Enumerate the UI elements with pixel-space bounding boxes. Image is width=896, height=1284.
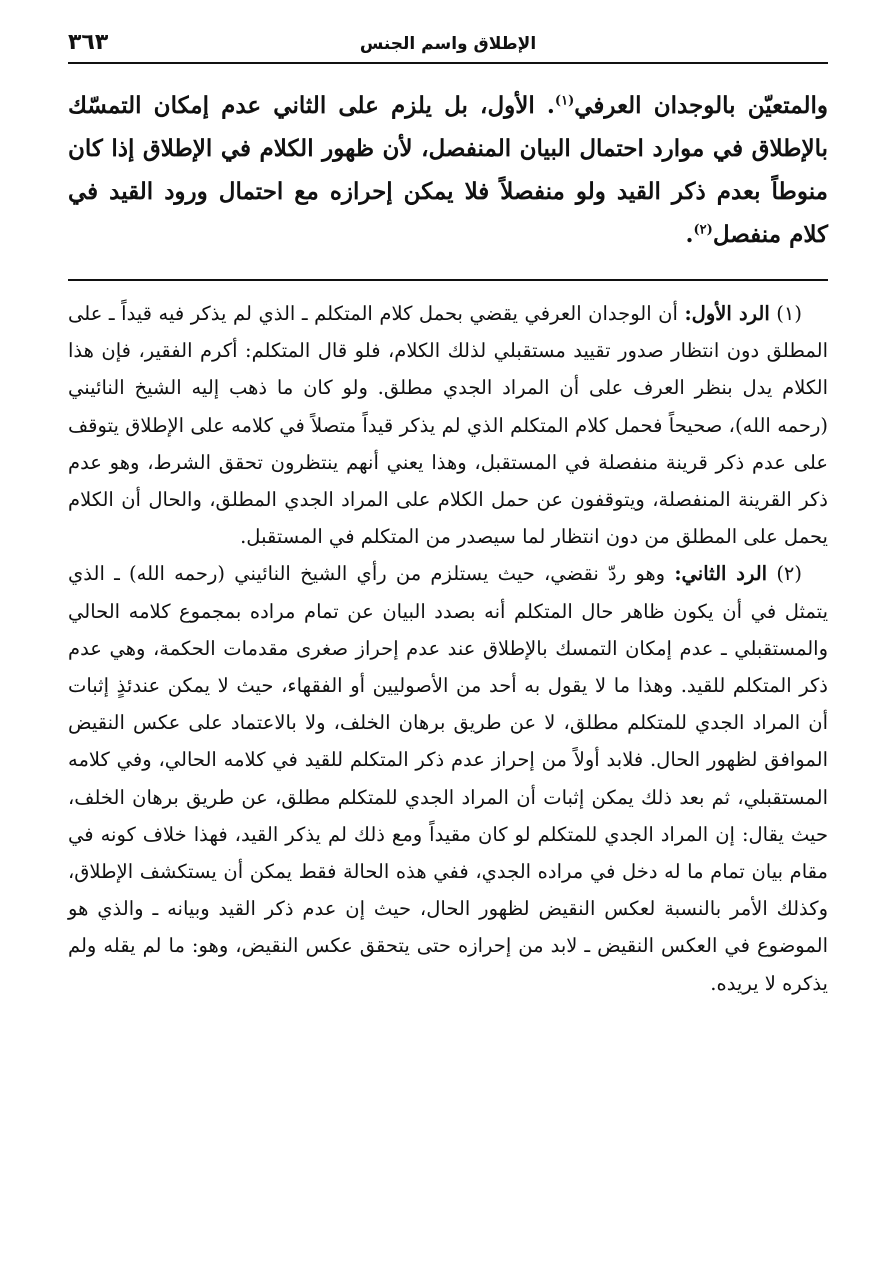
main-text-part-3: . (685, 221, 694, 248)
footnote-1 (68, 295, 828, 555)
footnote-text: أن الوجدان العرفي يقضي بحمل كلام المتكلم ـ الذي لم يذكر فيه قيداً ـ على المطلق دون انتظار صدور تقييد مستقبلي لذلك الكلام، فلو قال المتكلم: أكرم الفقير، فإن هذا الكلام يدل بنظر العرف على أن المراد الجدي مطلق. ولو كان ما ذهب إليه الشيخ النائيني (رحمه الله)، صحيحاً فحمل كلام المتكلم الذي لم يذكر قيداً متصلاً في كلامه على الإطلاق يتوقف على عدم ذكر قرينة منفصلة في المستقبل، وهذا يعني أنهم ينتظرون تحقق الشرط، وهو عدم ذكر القرينة المنفصلة، ويتوقفون عن حمل الكلام على المراد الجدي المطلق، والحال أن الكلام يحمل على المطلق من دون انتظار لما سيصدر من المتكلم في المستقبل. (68, 302, 828, 549)
footnote-ref-1[interactable]: (١) (554, 93, 575, 109)
footnote-ref-2[interactable]: (٢) (693, 222, 713, 238)
footnote-label: الرد الأول: (684, 302, 770, 325)
main-paragraph (68, 84, 828, 256)
footnote-separator (68, 279, 828, 281)
main-text-part-2: . الأول، بل يلزم على الثاني عدم إمكان التمسّك بالإطلاق في موارد احتمال البيان المنفصل، لأن ظهور الكلام في الإطلاق إذا كان منوطاً بعدم ذكر القيد ولو منفصلاً فلا يمكن إحرازه مع احتمال ورود القيد في كلام منفصل (68, 92, 828, 248)
header-title: الإطلاق واسم الجنس (359, 34, 537, 54)
footnote-marker: (١) (776, 302, 802, 325)
footnote-label: الرد الثاني: (674, 562, 768, 586)
page-number: ٣٦٣ (68, 30, 109, 55)
running-header (68, 30, 828, 64)
book-page (68, 30, 828, 1260)
footnote-marker: (٢) (776, 562, 803, 586)
main-text-part-1: والمتعيّن بالوجدان العرفي (574, 92, 828, 119)
footnote-text: وهو ردّ نقضي، حيث يستلزم من رأي الشيخ النائيني (رحمه الله) ـ الذي يتمثل في أن يكون ظاهر حال المتكلم أنه بصدد البيان عن تمام مراده بمجموع كلامه الحالي والمستقبلي ـ عدم إمكان التمسك بالإطلاق عند عدم إحراز صغرى مقدمات الحكمة، وهي عدم ذكر المتكلم للقيد. وهذا ما لا يقول به أحد من الأصوليين أو الفقهاء، حيث لا يمكن عندئذٍ إثبات أن المراد الجدي للمتكلم مطلق، لا عن طريق برهان الخلف، ولا بالاعتماد على عكس النقيض الموافق لظهور الحال. فلابد أولاً من إحراز عدم ذكر المتكلم للقيد في كلامه الحالي، وفي كلامه المستقبلي، ثم بعد ذلك يمكن إثبات أن المراد الجدي للمتكلم مطلق، عن طريق برهان الخلف، حيث يقال: إن المراد الجدي للمتكلم لو كان مقيداً ومع ذلك لم يذكر القيد، فهذا خلاف كونه في مقام بيان تمام ما له دخل في مراده الجدي، ففي هذه الحالة فقط يمكن أن يستكشف الإطلاق، وكذلك الأمر بالنسبة لعكس النقيض لظهور الحال، حيث إن عدم ذكر القيد وبيانه ـ والذي هو الموضوع في العكس النقيض ـ لابد من إحرازه حتى يتحقق عكس النقيض، وهو: ما لم يقله ولم يذكره لا يريده. (68, 562, 828, 995)
footnote-2 (68, 555, 828, 1001)
footnotes-section (68, 295, 828, 1002)
